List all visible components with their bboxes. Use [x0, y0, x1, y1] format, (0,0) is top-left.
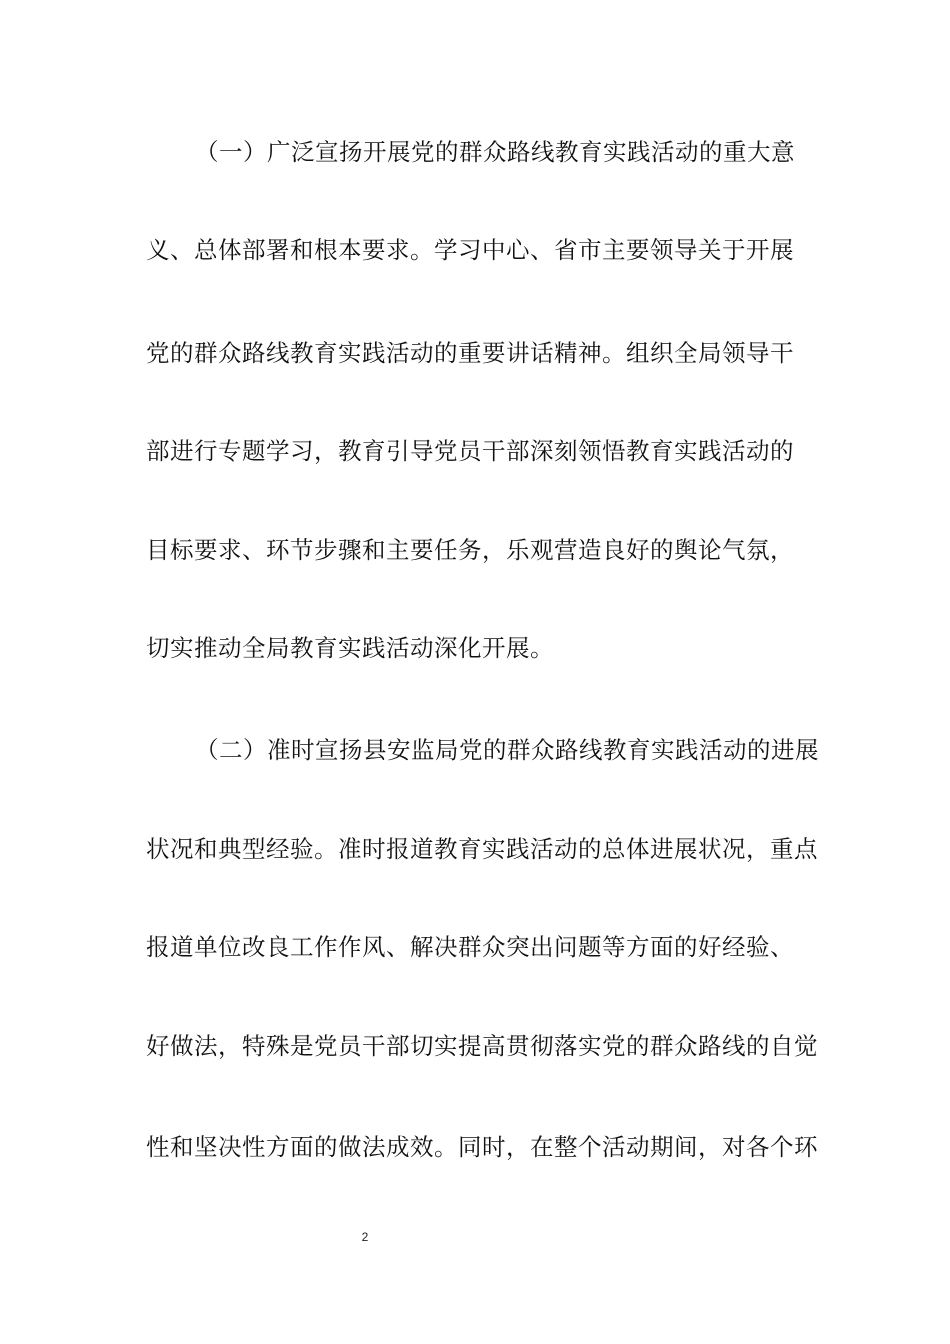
paragraph-2-line-3: 报道单位改良工作作风、解决群众突出问题等方面的好经验、: [146, 933, 794, 961]
paragraph-1-line-4: 部进行专题学习，教育引导党员干部深刻领悟教育实践活动的: [146, 437, 794, 465]
page-number: 2: [361, 1230, 369, 1244]
paragraph-2-line-2: 状况和典型经验。准时报道教育实践活动的总体进展状况，重点: [146, 835, 818, 863]
paragraph-1-line-2: 义、总体部署和根本要求。学习中心、省市主要领导关于开展: [146, 236, 794, 264]
paragraph-2-line-5: 性和坚决性方面的做法成效。同时，在整个活动期间，对各个环: [146, 1133, 818, 1161]
paragraph-1-line-6: 切实推动全局教育实践活动深化开展。: [146, 634, 554, 662]
paragraph-1-line-3: 党的群众路线教育实践活动的重要讲话精神。组织全局领导干: [146, 339, 794, 367]
paragraph-1-line-1: （一）广泛宣扬开展党的群众路线教育实践活动的重大意: [195, 138, 795, 166]
paragraph-2-line-4: 好做法，特殊是党员干部切实提高贯彻落实党的群众路线的自觉: [146, 1032, 818, 1060]
paragraph-1-line-5: 目标要求、环节步骤和主要任务，乐观营造良好的舆论气氛，: [146, 536, 794, 564]
paragraph-2-line-1: （二）准时宣扬县安监局党的群众路线教育实践活动的进展: [195, 736, 819, 764]
